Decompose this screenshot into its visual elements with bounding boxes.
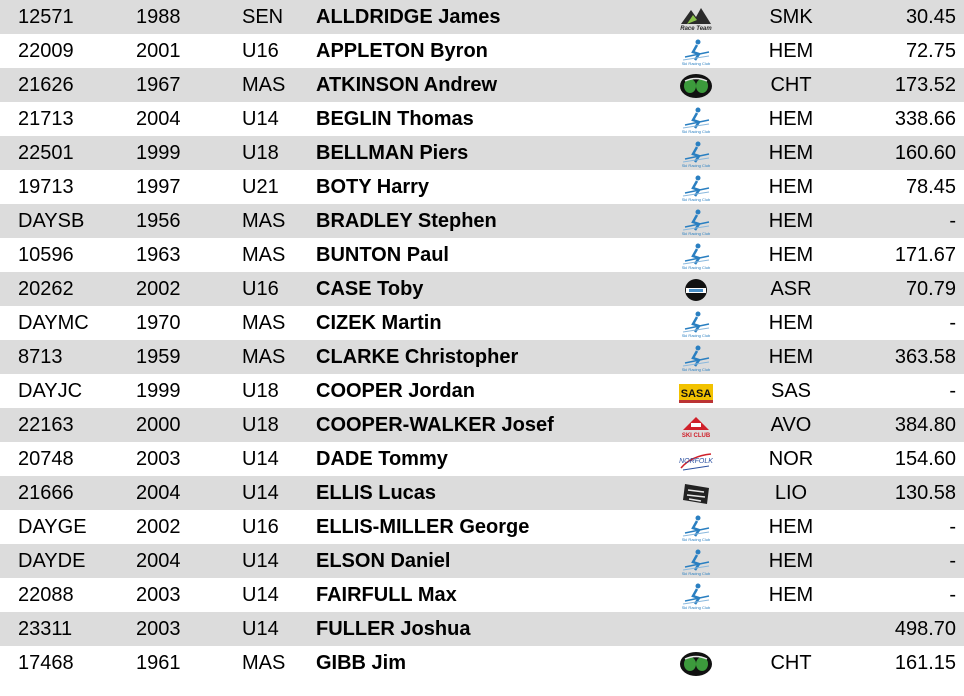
racer-name: BOTY Harry [316,176,430,198]
svg-text:Ski Racing Club: Ski Racing Club [681,604,711,610]
racer-id: 20262 [18,278,74,300]
racer-name: DADE Tommy [316,448,448,470]
table-row [0,510,964,544]
birth-year: 2004 [136,550,181,572]
age-category: U16 [242,278,279,300]
club-logo-cell [661,102,731,136]
club-code: HEM [768,584,814,606]
racer-id: 22163 [18,414,74,436]
club-code: SAS [770,380,812,402]
birth-year: 2000 [136,414,181,436]
racer-name: BELLMAN Piers [316,142,469,164]
age-category: U14 [242,448,279,470]
table-row [0,0,964,34]
hemel-ski-racing-club-icon [679,106,713,134]
points: 130.58 [894,482,956,504]
table-row [0,374,964,408]
club-logo-cell [661,340,731,374]
svg-text:Ski Racing Club: Ski Racing Club [681,570,711,576]
club-code: LIO [774,482,808,504]
racer-id: DAYDE [18,550,86,572]
points: 78.45 [905,176,956,198]
table-row [0,578,964,612]
hemel-ski-racing-club-icon [679,310,713,338]
svg-text:Race Team: Race Team [680,25,712,32]
svg-text:Ski Racing Club: Ski Racing Club [681,264,711,270]
birth-year: 1956 [136,210,181,232]
age-category: U14 [242,482,279,504]
hemel-ski-racing-club-icon [679,38,713,66]
racer-name: CASE Toby [316,278,424,300]
svg-text:Ski Racing Club: Ski Racing Club [681,128,711,134]
age-category: U18 [242,142,279,164]
table-row [0,612,964,646]
svg-text:Ski Racing Club: Ski Racing Club [681,230,711,236]
racer-name: ELLIS-MILLER George [316,516,530,538]
racer-id: DAYGE [18,516,87,538]
birth-year: 2004 [136,482,181,504]
birth-year: 1967 [136,74,181,96]
hemel-ski-racing-club-icon [679,242,713,270]
racer-id: 21666 [18,482,74,504]
club-code: HEM [768,244,814,266]
club-logo-cell [661,238,731,272]
table-row [0,646,964,680]
points: 160.60 [894,142,956,164]
club-logo-cell [661,374,731,408]
club-code: HEM [768,346,814,368]
points: 70.79 [905,278,956,300]
age-category: U14 [242,108,279,130]
racer-id: DAYJC [18,380,83,402]
club-code: HEM [768,142,814,164]
age-category: U16 [242,40,279,62]
avon-ski-club-icon [679,412,713,440]
birth-year: 2002 [136,278,181,300]
racer-name: FULLER Joshua [316,618,471,640]
age-category: MAS [242,312,286,334]
asr-icon [679,276,713,304]
birth-year: 1988 [136,6,181,28]
racer-name: CIZEK Martin [316,312,442,334]
points: 171.67 [894,244,956,266]
racer-id: 19713 [18,176,74,198]
club-code: HEM [768,550,814,572]
birth-year: 1997 [136,176,181,198]
club-code: SMK [769,6,813,28]
racer-name: BRADLEY Stephen [316,210,497,232]
racer-name: ELLIS Lucas [316,482,437,504]
age-category: MAS [242,244,286,266]
age-category: MAS [242,74,286,96]
club-logo-cell [661,34,731,68]
racer-id: 20748 [18,448,74,470]
age-category: U21 [242,176,279,198]
club-code: AVO [770,414,812,436]
club-code: ASR [770,278,812,300]
points: 363.58 [894,346,956,368]
points: 173.52 [894,74,956,96]
age-category: U16 [242,516,279,538]
racer-name: ATKINSON Andrew [316,74,498,96]
age-category: U14 [242,584,279,606]
birth-year: 1961 [136,652,181,674]
svg-text:Ski Racing Club: Ski Racing Club [681,196,711,202]
birth-year: 2003 [136,584,181,606]
racer-name: CLARKE Christopher [316,346,519,368]
racer-name: COOPER Jordan [316,380,475,402]
racer-id: 10596 [18,244,74,266]
club-logo-cell [661,510,731,544]
club-logo-cell [661,408,731,442]
chatham-icon [679,650,713,678]
norfolk-icon [679,446,713,474]
hemel-ski-racing-club-icon [679,514,713,542]
table-row [0,204,964,238]
racer-id: 8713 [18,346,63,368]
club-code: HEM [768,40,814,62]
table-row [0,238,964,272]
club-logo-cell [661,544,731,578]
racer-id: 22088 [18,584,74,606]
age-category: MAS [242,210,286,232]
smk-race-team-icon [679,4,713,32]
birth-year: 1959 [136,346,181,368]
svg-text:SKI CLUB: SKI CLUB [681,432,711,439]
club-logo-cell [661,306,731,340]
points: 154.60 [894,448,956,470]
table-row [0,170,964,204]
points: - [949,550,956,572]
points: - [949,210,956,232]
club-code: HEM [768,210,814,232]
hemel-ski-racing-club-icon [679,344,713,372]
table-row [0,136,964,170]
birth-year: 1970 [136,312,181,334]
table-row [0,102,964,136]
hemel-ski-racing-club-icon [679,548,713,576]
racer-name: GIBB Jim [316,652,407,674]
club-logo-cell [661,0,731,34]
table-row [0,68,964,102]
points: - [949,312,956,334]
birth-year: 1999 [136,380,181,402]
racer-name: COOPER-WALKER Josef [316,414,554,436]
racer-id: 22501 [18,142,74,164]
club-logo-cell [661,612,731,646]
points: 498.70 [894,618,956,640]
age-category: U14 [242,550,279,572]
club-logo-cell [661,68,731,102]
racer-name: FAIRFULL Max [316,584,457,606]
club-code: CHT [770,652,812,674]
table-row [0,272,964,306]
club-logo-cell [661,646,731,680]
club-logo-cell [661,272,731,306]
birth-year: 2003 [136,618,181,640]
svg-text:Ski Racing Club: Ski Racing Club [681,536,711,542]
racer-name: ALLDRIDGE James [316,6,501,28]
points: 72.75 [905,40,956,62]
club-logo-cell [661,204,731,238]
points: 161.15 [894,652,956,674]
club-code: HEM [768,312,814,334]
club-code: HEM [768,176,814,198]
club-logo-cell [661,476,731,510]
table-row [0,544,964,578]
birth-year: 1963 [136,244,181,266]
club-logo-cell [661,136,731,170]
racer-name: APPLETON Byron [316,40,488,62]
svg-text:Ski Racing Club: Ski Racing Club [681,60,711,66]
hemel-ski-racing-club-icon [679,174,713,202]
racer-id: DAYSB [18,210,85,232]
birth-year: 2004 [136,108,181,130]
points: - [949,584,956,606]
club-logo-cell [661,442,731,476]
birth-year: 1999 [136,142,181,164]
sasa-icon [679,378,713,406]
lio-icon [679,480,713,508]
club-code: NOR [768,448,814,470]
club-code: HEM [768,516,814,538]
racer-id: DAYMC [18,312,89,334]
age-category: U18 [242,414,279,436]
points: 384.80 [894,414,956,436]
age-category: U14 [242,618,279,640]
hemel-ski-racing-club-icon [679,140,713,168]
club-logo-cell [661,170,731,204]
racer-id: 17468 [18,652,74,674]
table-row [0,408,964,442]
racer-id: 23311 [18,618,73,640]
age-category: MAS [242,346,286,368]
table-row [0,340,964,374]
birth-year: 2001 [136,40,181,62]
club-code: HEM [768,108,814,130]
age-category: MAS [242,652,286,674]
racer-id: 21713 [18,108,74,130]
chatham-icon [679,72,713,100]
racer-id: 12571 [18,6,74,28]
age-category: U18 [242,380,279,402]
hemel-ski-racing-club-icon [679,582,713,610]
racer-name: BEGLIN Thomas [316,108,474,130]
table-row [0,306,964,340]
points: - [949,380,956,402]
svg-text:SASA: SASA [680,387,712,400]
racer-id: 22009 [18,40,74,62]
birth-year: 2002 [136,516,181,538]
points: - [949,516,956,538]
hemel-ski-racing-club-icon [679,208,713,236]
svg-text:Ski Racing Club: Ski Racing Club [681,366,711,372]
points: 338.66 [894,108,956,130]
racer-name: ELSON Daniel [316,550,451,572]
points: 30.45 [905,6,956,28]
racer-name: BUNTON Paul [316,244,449,266]
racer-id: 21626 [18,74,74,96]
svg-text:Ski Racing Club: Ski Racing Club [681,162,711,168]
table-row [0,476,964,510]
table-row [0,442,964,476]
age-category: SEN [242,6,284,28]
birth-year: 2003 [136,448,181,470]
club-code: CHT [770,74,812,96]
svg-text:Ski Racing Club: Ski Racing Club [681,332,711,338]
club-code [731,612,851,646]
svg-text:NORFOLK: NORFOLK [679,457,713,465]
table-row [0,34,964,68]
club-logo-cell [661,578,731,612]
